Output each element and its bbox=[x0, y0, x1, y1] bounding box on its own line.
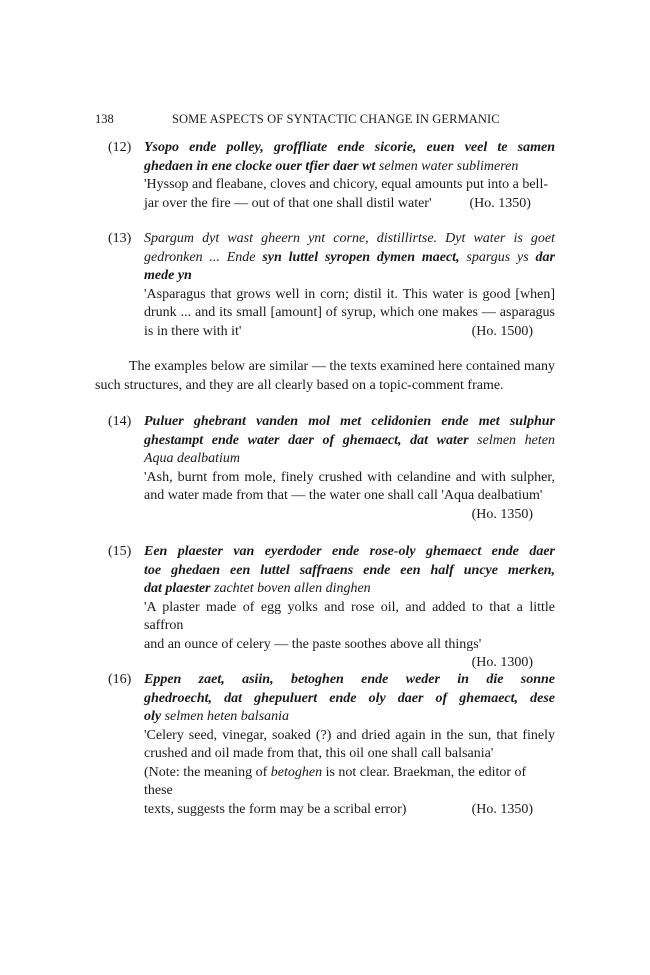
source-citation: (Ho. 1500) bbox=[471, 323, 533, 339]
gloss-line: and an ounce of celery — the paste soothes above all things' bbox=[144, 636, 482, 652]
source-citation: (Ho. 1350) bbox=[471, 801, 533, 817]
source-citation: (Ho. 1350) bbox=[471, 506, 533, 522]
source-line: dat plaester zachtet boven allen dinghen bbox=[144, 581, 371, 596]
source-citation: (Ho. 1350) bbox=[469, 195, 531, 211]
example-body bbox=[144, 671, 555, 819]
source-line: Spargum dyt wast gheern ynt corne, distillirtse. Dyt water is goet bbox=[144, 231, 555, 246]
gloss-line: 'A plaster made of egg yolks and rose oil, and added to that a little saffron bbox=[144, 599, 555, 633]
gloss-line: 'Hyssop and fleabane, cloves and chicory, equal amounts put into a bell- bbox=[144, 177, 548, 192]
note-line: (Note: the meaning of betoghen is not clear. Braekman, the editor of these bbox=[144, 764, 527, 798]
source-line: ghedaen in ene clocke ouer tfier daer wt selmen water sublimeren bbox=[144, 158, 519, 174]
gloss-line: and water made from that — the water one shall call 'Aqua dealbatium' bbox=[144, 488, 543, 503]
source-line: Puluer ghebrant vanden mol met celidonien ende met sulphur bbox=[144, 414, 555, 429]
gloss-line: 'Ash, burnt from mole, finely crushed with celandine and with sulpher, bbox=[144, 469, 555, 485]
gloss-line: crushed and oil made from that, this oil one shall call balsania' bbox=[144, 746, 494, 761]
example-13 bbox=[108, 230, 555, 341]
example-number: (14) bbox=[108, 414, 132, 429]
gloss-line: drunk ... and its small [amount] of syrup, which one makes — asparagus bbox=[144, 305, 555, 320]
running-head: SOME ASPECTS OF SYNTACTIC CHANGE IN GERMANIC bbox=[172, 112, 500, 126]
gloss-line: 'Celery seed, vinegar, soaked (?) and dried again in the sun, that finely bbox=[144, 727, 555, 743]
example-number: (12) bbox=[108, 140, 132, 155]
page-number: 138 bbox=[95, 112, 114, 126]
example-14 bbox=[108, 413, 555, 524]
example-15 bbox=[108, 543, 555, 673]
example-12 bbox=[108, 139, 555, 213]
example-body bbox=[144, 413, 555, 524]
note-line: texts, suggests the form may be a scribal error) (Ho. 1350) bbox=[144, 801, 555, 820]
example-16 bbox=[108, 671, 555, 819]
source-line: Eppen zaet, asiin, betoghen ende weder in die sonne bbox=[144, 672, 555, 687]
example-body bbox=[144, 543, 555, 673]
example-number: (13) bbox=[108, 231, 132, 246]
example-body bbox=[144, 230, 555, 341]
gloss-line: 'Asparagus that grows well in corn; distil it. This water is good [when] bbox=[144, 286, 555, 302]
example-number: (15) bbox=[108, 544, 132, 559]
source-line: ghestampt ende water daer of ghemaect, dat water selmen heten bbox=[144, 432, 555, 448]
gloss-line: jar over the fire — out of that one shall distil water' (Ho. 1350) bbox=[144, 195, 531, 211]
source-line: Ysopo ende polley, groffliate ende sicorie, euen veel te samen bbox=[144, 140, 555, 155]
source-line: toe ghedaen een luttel saffraens ende een half uncye merken, bbox=[144, 562, 555, 578]
source-line: Aqua dealbatium bbox=[144, 451, 241, 466]
example-number: (16) bbox=[108, 672, 132, 687]
source-line: Een plaester van eyerdoder ende rose-oly ghemaect ende daer bbox=[144, 544, 555, 559]
example-body bbox=[144, 139, 555, 213]
source-citation: (Ho. 1300) bbox=[471, 655, 533, 670]
gloss-line: is in there with it' (Ho. 1500) bbox=[144, 323, 555, 342]
source-line: ghedroecht, dat ghepuluert ende oly daer of ghemaect, dese bbox=[144, 690, 555, 706]
source-line: mede yn bbox=[144, 268, 192, 283]
source-line: gedronken ... Ende syn luttel syropen dymen maect, spargus ys dar bbox=[144, 249, 555, 265]
body-paragraph: The examples below are similar — the texts examined here contained many such structures, and they are all clearly based on a topic-comment frame. bbox=[95, 359, 555, 393]
source-line: oly selmen heten balsania bbox=[144, 709, 290, 724]
